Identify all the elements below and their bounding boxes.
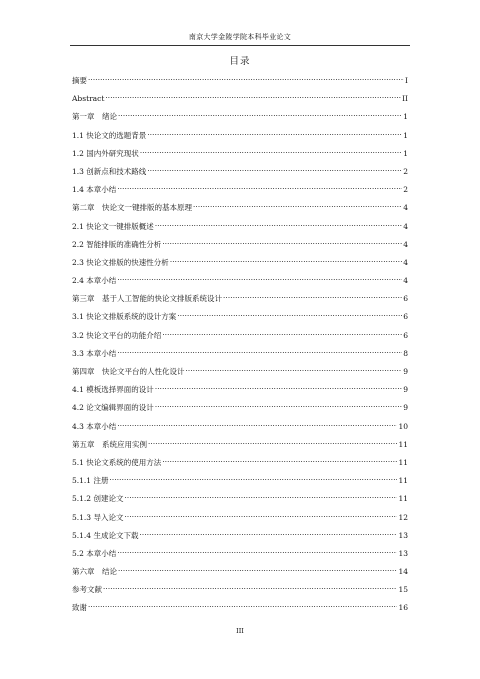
toc-entry-label: 2.2 智能排版的准确性分析 [72,239,162,249]
toc-entry[interactable] [72,383,408,401]
toc-leader-dots [162,329,402,338]
toc-leader-dots [117,274,402,283]
toc-entry-page: 4 [403,257,408,267]
toc-leader-dots [148,438,397,447]
toc-leader-dots [162,238,402,247]
toc-leader-dots [155,401,402,410]
toc-entry-label: 1.1 快论文的选题背景 [72,130,147,140]
toc-entry-label: 2.3 快论文排版的快速性分析 [72,257,169,267]
toc-entry-page: 16 [398,603,408,613]
toc-entry-page: 9 [403,403,408,413]
toc-entry-label: 3.1 快论文排版系统的设计方案 [72,312,177,322]
toc-entry[interactable] [72,565,408,583]
toc-leader-dots [109,474,397,483]
toc-entry-page: I [405,76,408,85]
toc-entry-label: 第二章 快论文一键排版的基本原理 [72,203,192,213]
toc-leader-dots [223,292,402,301]
toc-leader-dots [117,347,402,356]
toc-entry-page: 11 [398,476,408,486]
toc-entry-page: 6 [403,294,408,304]
toc-leader-dots [88,601,397,610]
toc-leader-dots [118,110,402,119]
toc-entry-page: II [402,94,408,104]
toc-entry[interactable] [72,583,408,601]
toc-entry-label: 4.3 本章小结 [72,421,117,431]
toc-entry[interactable] [72,183,408,201]
toc-entry[interactable] [72,256,408,274]
toc-entry-page: 15 [398,585,408,595]
toc-entry[interactable] [72,292,408,310]
toc-entry-page: 4 [403,221,408,231]
toc-leader-dots [118,565,397,574]
toc-entry-label: 参考文献 [72,585,102,595]
toc-entry-label: 第一章 绪论 [72,112,117,122]
toc-entry-label: 3.3 本章小结 [72,348,117,358]
toc-leader-dots [124,492,397,501]
toc-entry[interactable] [72,92,408,110]
toc-entry-page: 1 [403,130,408,140]
toc-entry-page: 11 [398,494,408,504]
toc-entry-label: Abstract [72,94,105,104]
toc-entry-label: 2.4 本章小结 [72,276,117,286]
toc-leader-dots [117,183,402,192]
toc-entry-page: 8 [403,348,408,358]
toc-entry[interactable] [72,220,408,238]
toc-entry-label: 2.1 快论文一键排版概述 [72,221,154,231]
toc-entry-label: 4.1 模板选择界面的设计 [72,385,154,395]
toc-entry-page: 14 [398,567,408,577]
page-number: III [236,627,244,635]
toc-entry-page: 9 [403,367,408,376]
toc-entry[interactable] [72,492,408,510]
toc-entry-label: 1.2 国内外研究现状 [72,148,139,158]
toc-leader-dots [162,456,397,465]
toc-entry[interactable] [72,365,408,383]
toc-entry[interactable] [72,201,408,219]
toc-entry[interactable] [72,601,408,619]
toc-entry-page: 6 [403,312,408,322]
toc-entry[interactable] [72,274,408,292]
toc-entry-label: 3.2 快论文平台的功能介绍 [72,330,162,340]
toc-entry[interactable] [72,401,408,419]
toc-entry-label: 1.4 本章小结 [72,185,117,195]
table-of-contents [72,74,408,620]
toc-entry-page: 4 [403,276,408,286]
toc-title: 目录 [229,56,251,67]
toc-leader-dots [177,310,402,319]
toc-leader-dots [117,420,397,429]
toc-leader-dots [140,147,402,156]
toc-entry-label: 第五章 系统应用实例 [72,439,147,449]
toc-entry-label: 第四章 快论文平台的人性化设计 [72,367,185,376]
toc-leader-dots [170,256,402,265]
toc-entry[interactable] [72,547,408,565]
toc-entry-page: 6 [403,330,408,340]
toc-entry-label: 1.3 创新点和技术路线 [72,166,147,176]
toc-entry-label: 第三章 基于人工智能的快论文排版系统设计 [72,294,222,304]
toc-entry[interactable] [72,347,408,365]
toc-leader-dots [105,92,401,101]
toc-entry-label: 第六章 结论 [72,567,117,577]
toc-leader-dots [147,165,402,174]
toc-leader-dots [147,129,402,138]
toc-entry[interactable] [72,165,408,183]
toc-leader-dots [193,201,402,210]
toc-entry-label: 5.1.4 生成论文下载 [72,530,139,540]
toc-entry[interactable] [72,110,408,128]
toc-entry[interactable] [72,456,408,474]
toc-entry[interactable] [72,238,408,256]
toc-entry-page: 12 [398,512,408,522]
toc-entry-label: 5.1.3 导入论文 [72,512,124,522]
toc-entry-label: 5.2 本章小结 [72,548,117,558]
toc-leader-dots [124,511,397,520]
toc-entry-label: 致谢 [72,603,87,613]
toc-entry-label: 4.2 论文编辑界面的设计 [72,403,154,413]
toc-entry[interactable] [72,474,408,492]
toc-entry-page: 13 [398,548,408,558]
toc-leader-dots [103,583,397,592]
toc-entry[interactable] [72,74,408,92]
toc-leader-dots [186,365,403,374]
toc-leader-dots [155,383,402,392]
toc-entry[interactable] [72,310,408,328]
running-header: 南京大学金陵学院本科毕业论文 [188,33,292,41]
header-rule [70,45,410,46]
toc-entry[interactable] [72,529,408,547]
toc-leader-dots [88,74,404,83]
toc-entry[interactable] [72,511,408,529]
toc-entry[interactable] [72,129,408,147]
toc-entry-page: 1 [403,148,408,158]
toc-leader-dots [117,547,397,556]
toc-entry-page: 13 [398,530,408,540]
toc-leader-dots [155,220,402,229]
toc-entry-page: 9 [403,385,408,395]
toc-entry[interactable] [72,329,408,347]
toc-entry-page: 11 [398,439,408,449]
toc-entry[interactable] [72,420,408,438]
toc-entry-page: 2 [403,166,408,176]
toc-entry-page: 10 [398,421,408,431]
toc-entry-page: 2 [403,185,408,195]
toc-entry-label: 摘要 [72,76,87,85]
toc-entry-page: 4 [403,203,408,213]
toc-entry[interactable] [72,438,408,456]
toc-entry[interactable] [72,147,408,165]
toc-entry-page: 1 [403,112,408,122]
toc-leader-dots [139,529,397,538]
toc-entry-label: 5.1 快论文系统的使用方法 [72,457,162,467]
toc-entry-page: 4 [403,239,408,249]
toc-entry-label: 5.1.2 创建论文 [72,494,124,504]
toc-entry-label: 5.1.1 注册 [72,476,109,486]
toc-entry-page: 11 [398,457,408,467]
